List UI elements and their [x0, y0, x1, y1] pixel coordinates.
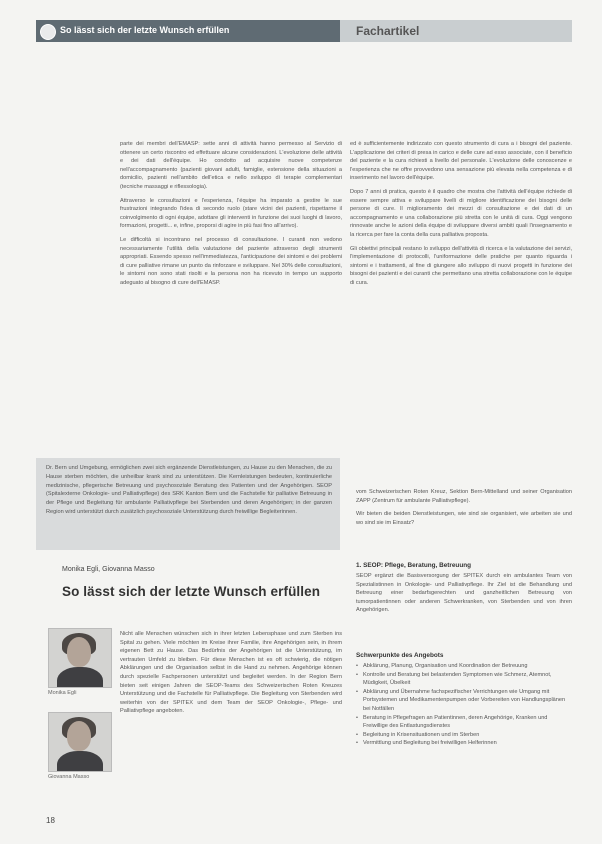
paragraph: Le difficoltà si incontrano nel processo di consultazione. I curanti non vedono necessariamente l'utilità della valutazione del paziente attraverso degli strumenti appropriati. Essendo spesso nell'immediatezza, l'anticipazione dei sintomi e dei problemi di cure palliative rimane un punto da rinforzare e sviluppare. Nel 30% delle consultazioni, le sintomi non sono stati risolti e la persona non ha ricevuto in tempo un supporto adeguato al bisogno di cure dell'EMASP.: [120, 236, 342, 286]
logo-icon: [40, 24, 56, 40]
list-item: • Beratung in Pflegefragen an Patientinnen, deren Angehörige, Kranken und Freiwillige des Entlastungsdienstes: [356, 714, 572, 731]
paragraph: parte dei membri dell'EMASP: sette anni di attività hanno permesso al Servizio di ottenere un certo riscontro ed effettuare alcune considerazioni. L'evoluzione delle attività e dei dati dell'équipe. Ho condotto ad acquisire nuove competenze nell'accompagnamento (pazienti giovani adulti, famiglie, estensione della situazioni a domicilio, pazienti nell'ambito dell'etica e nello sviluppo di terapie complementari (tecniche massaggi e riflessologia).: [120, 141, 342, 190]
paragraph: Nicht alle Menschen wünschen sich in ihrer letzten Lebensphase und zum Sterben ins Spital zu gehen. Viele möchten im Kreise ihrer Familie, ihre Angehörigen sein, in ihrem eigenen Bett zu Hause. Das Bedürfnis der Angehörigen ist die Unterstützung, im vertrauten Umfeld zu bleiben. Für diese Menschen ist es oft schwierig, die nötigen Abklärungen und die Organisation selbst in die Hand zu nehmen. Angehörige können durch spezielle Fachpersonen unterstützt und begleitet werden. In der Region Bern bieten seit einigen Jahren die SEOP-Teams des Schweizerischen Roten Kreuzes Unterstützung und die Fachstelle für Palliativpflege. Die Begleitung von Sterbenden wird weiterhin von der SPITEX und dem Team der SEOP Onkologie-, Pflege- und Palliativpflege angeboten.: [120, 631, 342, 715]
paragraph: Wir bieten die beiden Dienstleistungen, wie sind sie organisiert, wie arbeiten sie und wo sind sie im Einsatz?: [356, 511, 572, 526]
paragraph: vom Schweizerischen Roten Kreuz, Sektion Bern-Mittelland und seiner Organisation ZAPP (Zentrum für ambulante Palliativpflege).: [356, 489, 572, 504]
section1-text: [356, 572, 572, 620]
header-title: So lässt sich der letzte Wunsch erfüllen: [60, 25, 230, 35]
article-body: [120, 630, 342, 721]
paragraph: SEOP ergänzt die Basisversorgung der SPITEX durch ein ambulantes Team von Spezialistinnen in Onkologie- und Palliativpflege. Ihr Ziel ist die Behandlung und Betreuung einer bedarfsgerechten und ganzheitlichen Betreuung von tumorpatientinnen oder anderen Schwerkranken, von Sterbenden und von ihren Angehörigen.: [356, 573, 572, 614]
paragraph: ed è sufficientemente indirizzato con questo strumento di cura a i bisogni del paziente. L'applicazione dei criteri di presa in carico e delle cure ad esso associate, con il beneficio del paziente e la cura richiesti a livello del personale. L'evoluzione delle conoscenze e l'esperienza che ne offre provvedono una sensazione più elevata nella competenza e di inserimento nel lavoro dell'équipe.: [350, 141, 572, 182]
photo-caption: Monika Egli: [48, 690, 77, 696]
article-authors: Monika Egli, Giovanna Masso: [62, 566, 155, 573]
right-intro: [356, 488, 572, 532]
list-item: • Begleitung in Krisensituationen und im Sterben: [356, 731, 572, 740]
article-title: So lässt sich der letzte Wunsch erfüllen: [62, 584, 321, 599]
italian-text-right: [350, 140, 572, 293]
author-photo: [48, 628, 112, 688]
photo-caption: Giovanna Masso: [48, 774, 90, 780]
focus-list: [356, 662, 572, 748]
paragraph: Attraverso le consultazioni e l'esperienza, l'équipe ha imparato a gestire le sue frustrazioni integrando l'idea di secondo ruolo (stare vicini dei pazienti, rispettarne il coinvolgimento di ogni équipe, adottare gli interventi in funzione dei suoi luoghi di lavoro, formazioni, progetti... e, infine, proporsi di agire in più fasi fino all'arrivo).: [120, 197, 342, 230]
focus-heading: Schwerpunkte des Angebots: [356, 652, 444, 659]
intro-text: Dr. Bern und Umgebung, ermöglichen zwei sich ergänzende Dienstleistungen, zu Hause zu den Menschen, die zu Hause sterben möchten, die unheilbar krank sind zu unterstützen. Die Kernleistungen bedeuten, kontinuierliche medizinische, pflegerische Betreuung und psychosoziale Beratung des Patienten und der Angehörigen. SEOP (Spitalexterne Onkologie- und Palliativpflege) des SRK Kanton Bern und die Fachstelle für palliative Betreuung in der Pflege und Begleitung für ambulante Palliativpflege bei Sterbenden und deren Angehörigen; in der ganzen Region wird unterstützt durch zusätzlich psychosoziale Unterstützung durch freiwillige Begleiterinnen.: [46, 465, 332, 515]
page-number: 18: [46, 816, 55, 825]
paragraph: Dopo 7 anni di pratica, questo è il quadro che mostra che l'attività dell'équipe richiede di essere sempre attiva e sviluppare livelli di migliore identificazione dei bisogni delle persone di cure. Il miglioramento dei mezzi di consultazione e dei dati di un accompagnamento e una collaborazione più stretta con le unità di cura. Oggi vengono rinnovate anche le azioni della équipe di sviluppare diversi ambiti quali l'insegnamento e la ricerca per fare la conta della cura palliativa proposta.: [350, 188, 572, 238]
list-item: • Abklärung und Übernahme fachspezifischer Verrichtungen wie Umgang mit Portsystemen und Medikamentenpumpen oder Vorbereiten von Handlungsplänen bei Notfällen: [356, 688, 572, 714]
list-item: • Vermittlung und Begleitung bei freiwilligen Helferinnen: [356, 739, 572, 748]
italian-text-left: [120, 140, 342, 293]
section1-heading: 1. SEOP: Pflege, Beratung, Betreuung: [356, 562, 472, 569]
paragraph: Gli obiettivi principali restano lo sviluppo dell'attività di ricerca e la valutazione dei servizi, l'implementazione di protocolli, l'uniformazione delle pratiche per quanto riguarda i sintomi e i trattamenti, al fine di giungere allo sviluppo di nuovi progetti in funzione dei bisogni dei pazienti e dei curanti che permettano una stretta collaborazione con le équipe di cura.: [350, 245, 572, 286]
author-photo: [48, 712, 112, 772]
header-section-label: Fachartikel: [356, 24, 420, 38]
list-item: • Kontrolle und Beratung bei belastenden Symptomen wie Schmerz, Atemnot, Müdigkeit, Übelkeit: [356, 671, 572, 688]
list-item: • Abklärung, Planung, Organisation und Koordination der Betreuung: [356, 662, 572, 671]
